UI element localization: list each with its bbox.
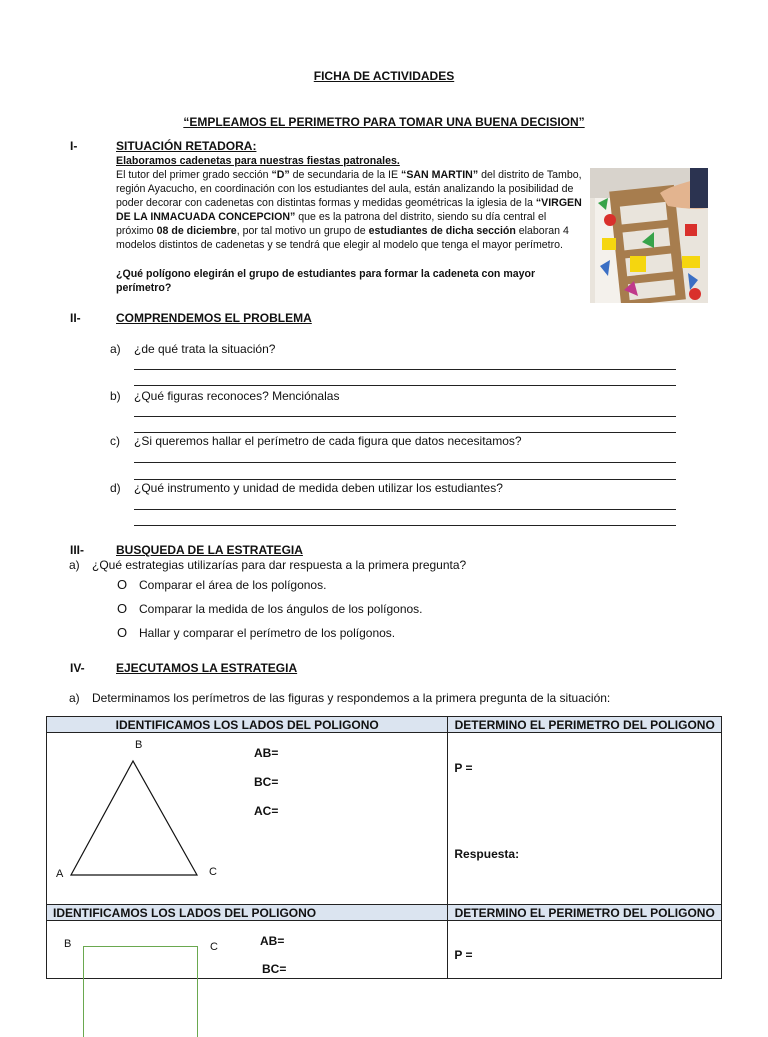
option-item[interactable]: O Comparar la medida de los ángulos de los polígonos. [117, 601, 423, 616]
question-d-text: ¿Qué instrumento y unidad de medida deben utilizar los estudiantes? [134, 481, 503, 495]
vertex-b-label: B [64, 938, 72, 950]
col1-header-2: IDENTIFICAMOS LOS LADOS DEL POLIGONO [47, 905, 448, 921]
question-b-letter: b) [110, 389, 121, 403]
vertex-c-label: C [210, 941, 218, 953]
option-bullet-icon: O [117, 601, 128, 616]
question-a-letter: a) [110, 342, 121, 356]
document-subtitle: “EMPLEAMOS EL PERIMETRO PARA TOMAR UNA BUENA DECISION” [183, 115, 585, 129]
option-item[interactable]: O Hallar y comparar el perímetro de los polígonos. [117, 625, 396, 640]
side-ab-label: AB= [254, 746, 279, 760]
polygon-table [46, 716, 722, 979]
strategy-question: ¿Qué estrategias utilizarías para dar respuesta a la primera pregunta? [92, 558, 467, 572]
section-3-number: III- [70, 543, 84, 557]
option-bullet-icon: O [117, 577, 128, 592]
situation-question: ¿Qué polígono elegirán el grupo de estudiantes para formar la cadeneta con mayor perímetro? [116, 268, 536, 295]
triangle-cell [47, 733, 448, 905]
col1-header: IDENTIFICAMOS LOS LADOS DEL POLIGONO [47, 717, 448, 733]
section-4-title: EJECUTAMOS LA ESTRATEGIA [116, 661, 298, 675]
answer-label: Respuesta: [454, 847, 520, 861]
answer-line[interactable] [134, 462, 676, 463]
side-ac-label: AC= [254, 804, 279, 818]
triangle-figure [65, 757, 205, 881]
section-1-title: SITUACIÓN RETADORA: [116, 139, 257, 153]
section-2-number: II- [70, 311, 81, 325]
side-ab-label: AB= [260, 934, 285, 948]
cadeneta-photo [590, 168, 708, 303]
perimeter-cell[interactable] [448, 733, 722, 905]
answer-line[interactable] [134, 369, 676, 370]
vertex-a-label: A [56, 868, 64, 880]
question-a-text: ¿de qué trata la situación? [134, 342, 276, 356]
answer-line[interactable] [134, 525, 676, 526]
section-3-title: BUSQUEDA DE LA ESTRATEGIA [116, 543, 303, 557]
perimeter-label: P = [454, 761, 473, 775]
execute-question-letter: a) [69, 691, 80, 705]
section-2-title: COMPRENDEMOS EL PROBLEMA [116, 311, 312, 325]
perimeter-cell-2[interactable] [448, 921, 722, 979]
perimeter-label: P = [454, 948, 473, 962]
col2-header: DETERMINO EL PERIMETRO DEL POLIGONO [448, 717, 722, 733]
strategy-question-letter: a) [69, 558, 80, 572]
section-1-subtitle: Elaboramos cadenetas para nuestras fiestas patronales. [116, 155, 400, 167]
vertex-b-label: B [135, 739, 143, 751]
option-bullet-icon: O [117, 625, 128, 640]
square-figure [83, 946, 198, 1037]
question-c-letter: c) [110, 434, 120, 448]
vertex-c-label: C [209, 866, 217, 878]
answer-line[interactable] [134, 432, 676, 433]
document-title: FICHA DE ACTIVIDADES [313, 69, 455, 83]
answer-line[interactable] [134, 509, 676, 510]
section-1-number: I- [70, 139, 78, 153]
answer-line[interactable] [134, 416, 676, 417]
answer-line[interactable] [134, 479, 676, 480]
section-4-number: IV- [70, 661, 85, 675]
question-d-letter: d) [110, 481, 121, 495]
answer-line[interactable] [134, 385, 676, 386]
col2-header-2: DETERMINO EL PERIMETRO DEL POLIGONO [448, 905, 722, 921]
execute-question: Determinamos los perímetros de las figuras y respondemos a la primera pregunta de la situación: [92, 691, 611, 705]
side-bc-label: BC= [262, 962, 287, 976]
option-item[interactable]: O Comparar el área de los polígonos. [117, 577, 327, 592]
side-bc-label: BC= [254, 775, 279, 789]
situation-paragraph: El tutor del primer grado sección “D” de secundaria de la IE “SAN MARTIN” del distrito de Tambo, región Ayacucho, en coordinación con los estudiantes del aula, están analizando la posibilidad de poder decorar con cadenetas con distintas formas y medidas geométricas la iglesia de la “VIRGEN DE LA INMACUADA CONCEPCION” que es la patrona del distrito, siendo su día central el próximo 08 de diciembre, por tal motivo un grupo de estudiantes de dicha sección elaboran 4 modelos distintos de cadenetas y se tendrá que elegir al modelo que tenga el mayor perímetro. [116, 169, 582, 252]
question-c-text: ¿Si queremos hallar el perímetro de cada figura que datos necesitamos? [134, 434, 522, 448]
question-b-text: ¿Qué figuras reconoces? Menciónalas [134, 389, 340, 403]
